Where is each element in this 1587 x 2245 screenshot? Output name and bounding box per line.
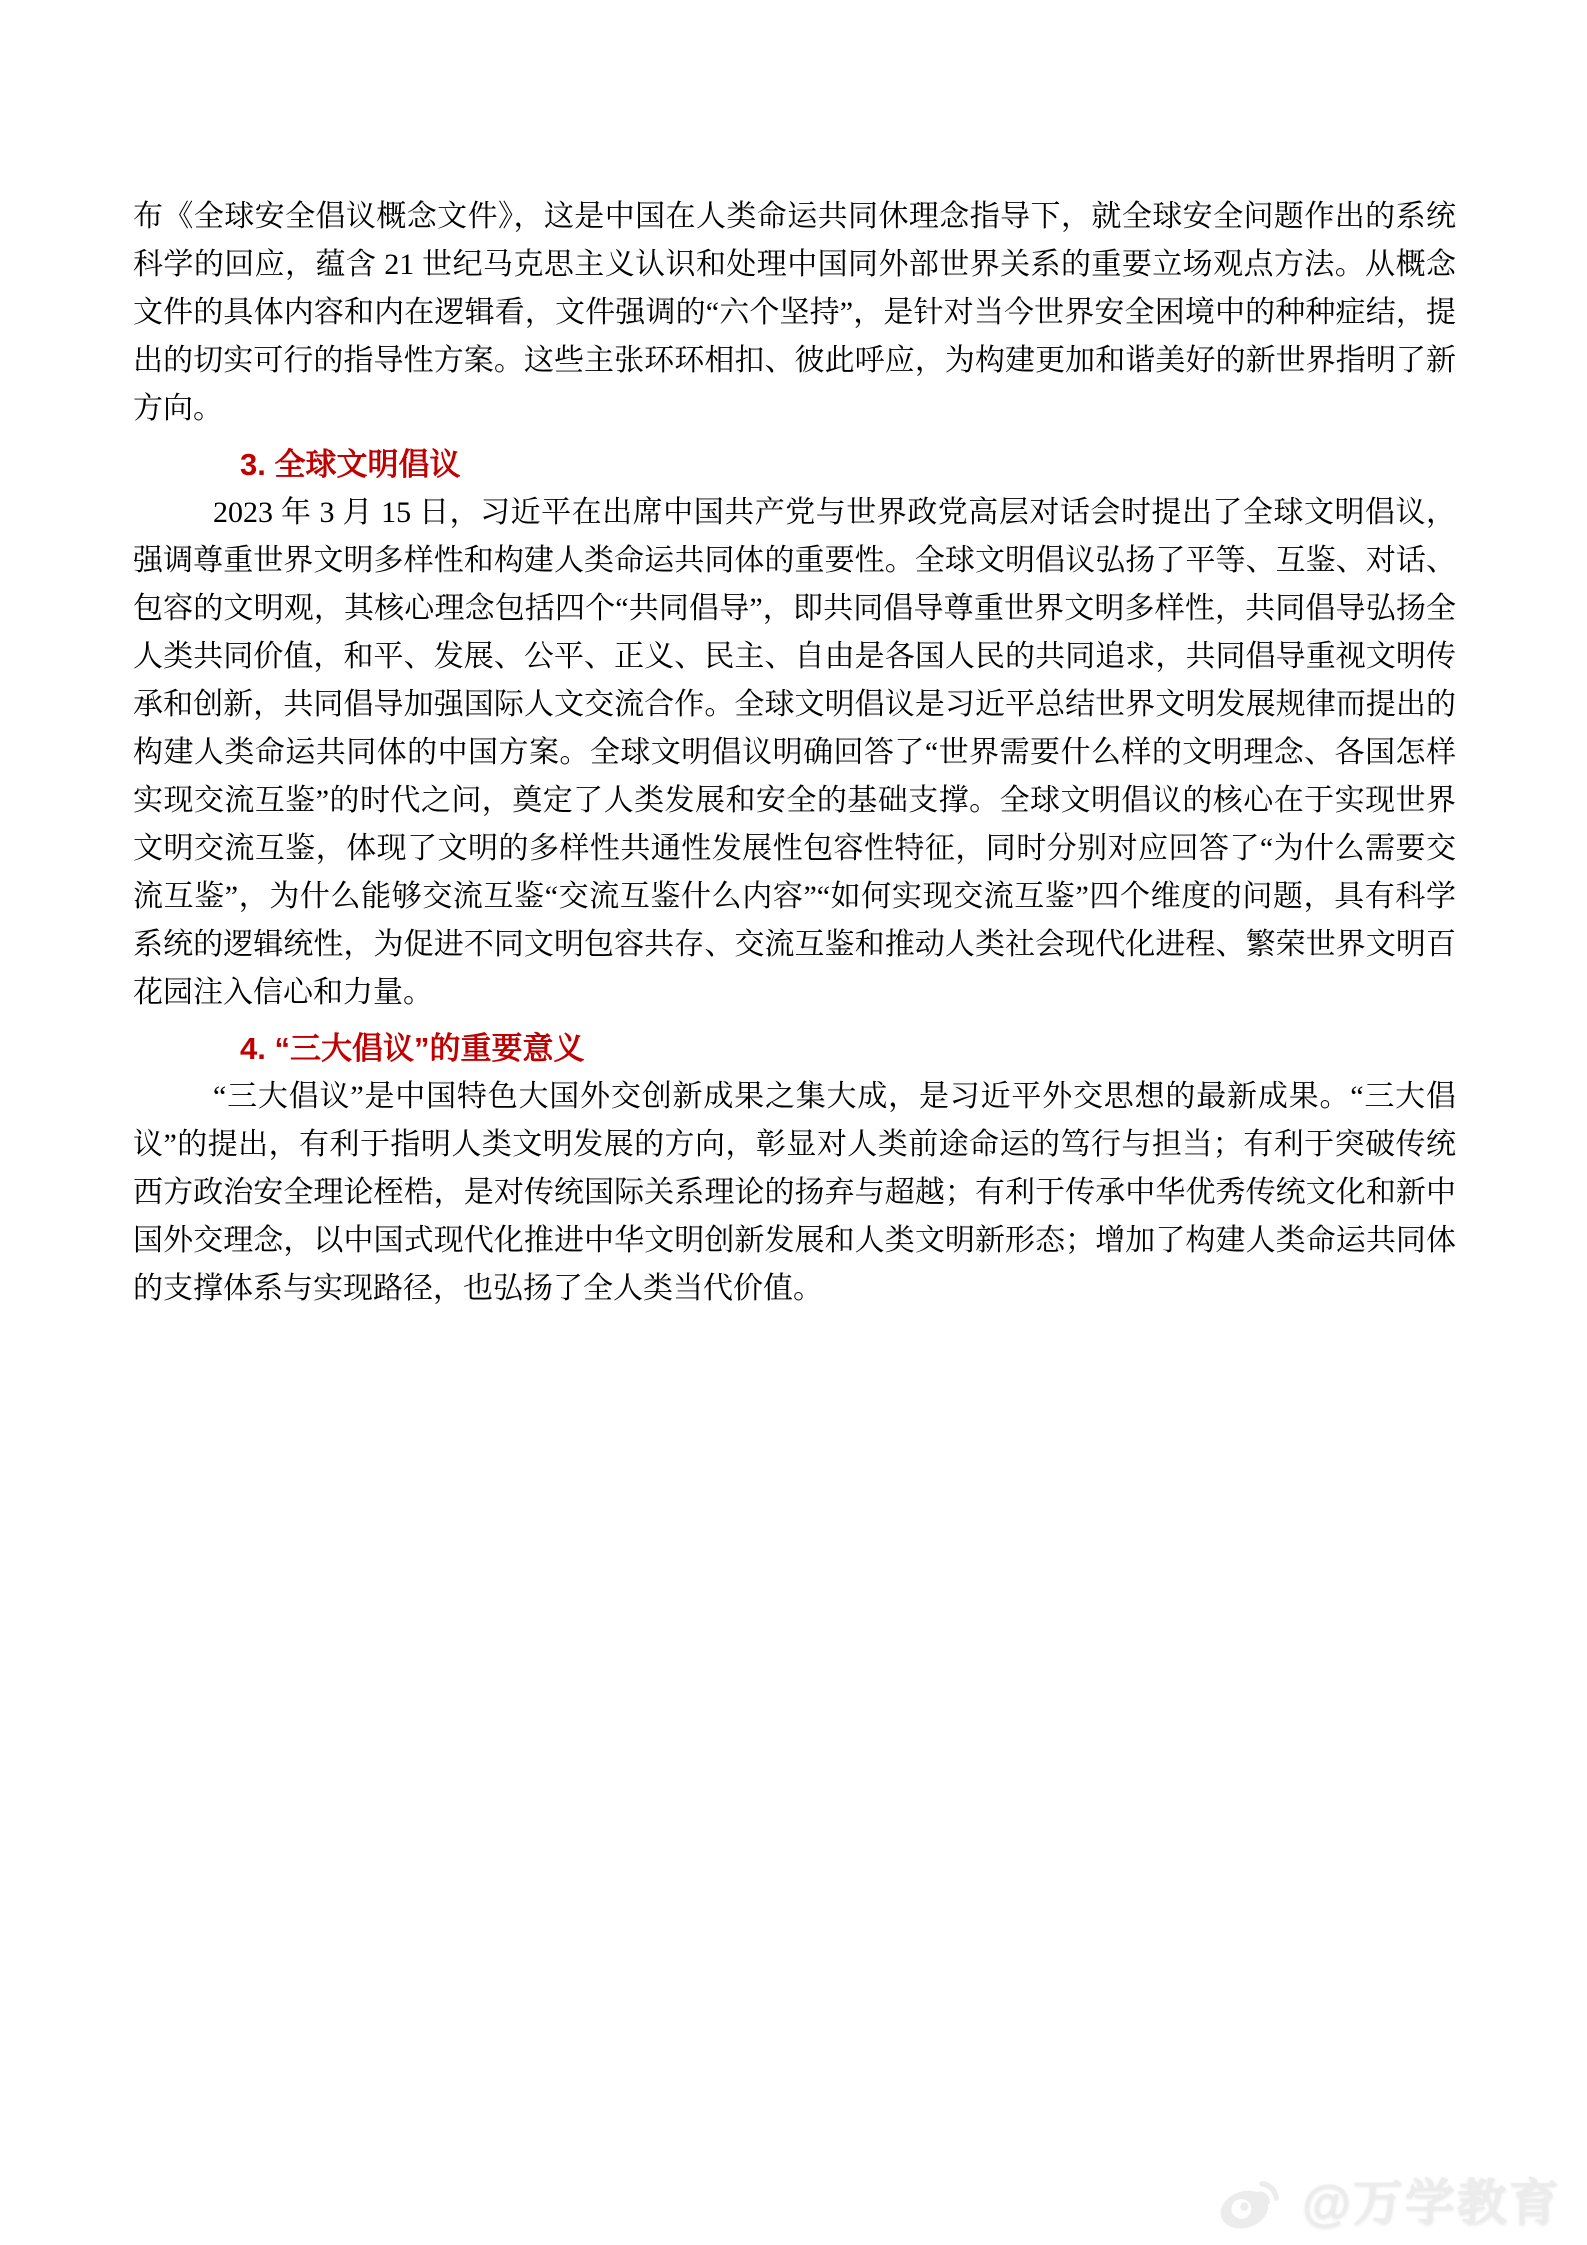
document-content: [133, 193, 1456, 1313]
paragraph-global-civilization-initiative: 2023 年 3 月 15 日，习近平在出席中国共产党与世界政党高层对话会时提出了全球文明倡议，强调尊重世界文明多样性和构建人类命运共同体的重要性。全球文明倡议弘扬了平等、互鉴、对话、包容的文明观，其核心理念包括四个“共同倡导”，即共同倡导尊重世界文明多样性，共同倡导弘扬全人类共同价值，和平、发展、公平、正义、民主、自由是各国人民的共同追求，共同倡导重视文明传承和创新，共同倡导加强国际人文交流合作。全球文明倡议是习近平总结世界文明发展规律而提出的构建人类命运共同体的中国方案。全球文明倡议明确回答了“世界需要什么样的文明理念、各国怎样实现交流互鉴”的时代之问，奠定了人类发展和安全的基础支撑。全球文明倡议的核心在于实现世界文明交流互鉴，体现了文明的多样性共通性发展性包容性特征，同时分别对应回答了“为什么需要交流互鉴”，为什么能够交流互鉴“交流互鉴什么内容”“如何实现交流互鉴”四个维度的问题，具有科学系统的逻辑统性，为促进不同文明包容共存、交流互鉴和推动人类社会现代化进程、繁荣世界文明百花园注入信心和力量。: [133, 496, 1456, 1009]
paragraph-global-security-initiative: 布《全球安全倡议概念文件》，这是中国在人类命运共同休理念指导下，就全球安全问题作出的系统科学的回应，蕴含 21 世纪马克思主义认识和处理中国同外部世界关系的重要立场观点方法。从概念文件的具体内容和内在逻辑看，文件强调的“六个坚持”，是针对当今世界安全困境中的种种症结，提出的切实可行的指导性方案。这些主张环环相扣、彼此呼应，为构建更加和谐美好的新世界指明了新方向。: [133, 200, 1456, 425]
heading-three-initiatives-significance: 4. “三大倡议”的重要意义: [240, 1031, 585, 1066]
heading-global-civilization-initiative: 3. 全球文明倡议: [240, 447, 461, 482]
watermark: [1214, 2163, 1561, 2235]
watermark-text: @万学教育: [1302, 2175, 1561, 2231]
weibo-icon: [1214, 2167, 1290, 2231]
paragraph-three-initiatives-significance: “三大倡议”是中国特色大国外交创新成果之集大成，是习近平外交思想的最新成果。“三大倡议”的提出，有利于指明人类文明发展的方向，彰显对人类前途命运的笃行与担当；有利于突破传统西方政治安全理论桎梏，是对传统国际关系理论的扬弃与超越；有利于传承中华优秀传统文化和新中国外交理念，以中国式现代化推进中华文明创新发展和人类文明新形态；增加了构建人类命运共同体的支撑体系与实现路径，也弘扬了全人类当代价值。: [133, 1080, 1456, 1305]
